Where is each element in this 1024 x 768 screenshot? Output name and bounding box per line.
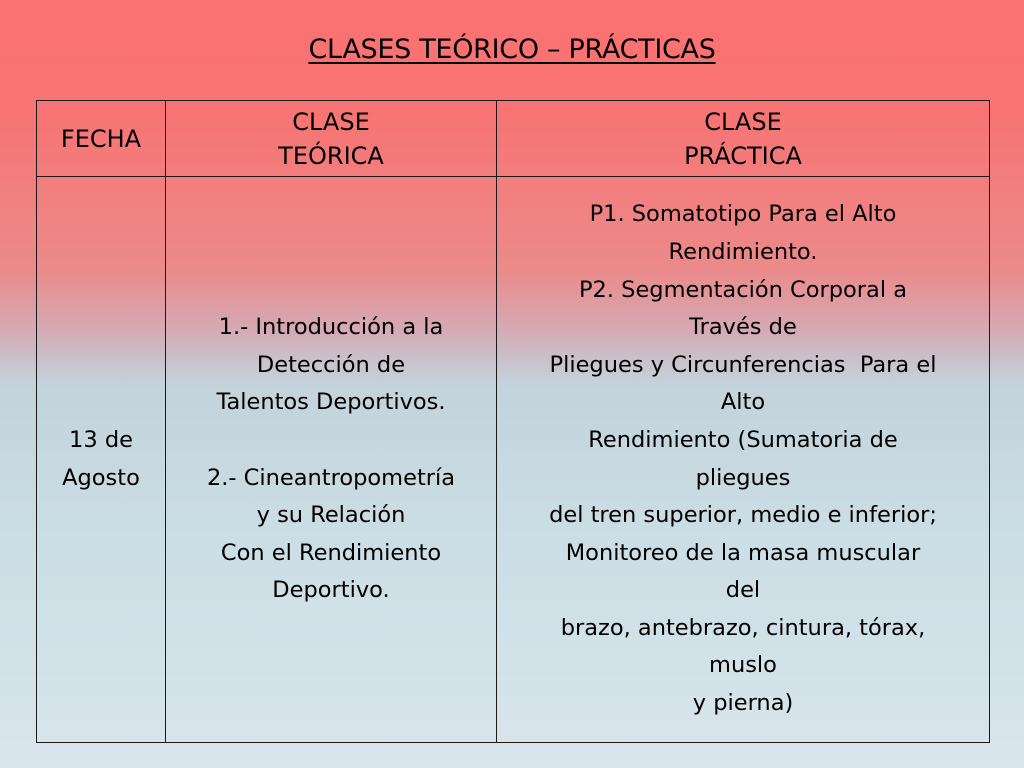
teorica-line: y su Relación xyxy=(256,502,406,529)
teorica-line: Talentos Deportivos. xyxy=(216,389,446,416)
teorica-line: Con el Rendimiento xyxy=(220,539,442,566)
teorica-line: Deportivo. xyxy=(272,577,390,604)
paragraph-gap xyxy=(168,422,494,460)
header-teorica-line-2: TEÓRICA xyxy=(278,141,384,170)
header-clase-practica xyxy=(497,101,990,177)
practica-line: muslo xyxy=(709,652,777,679)
table-row xyxy=(37,177,990,743)
teorica-line: Detección de xyxy=(256,351,406,378)
practica-line: P1. Somatotipo Para el Alto xyxy=(589,201,897,228)
cell-clase-teorica xyxy=(166,177,497,743)
practica-line: Monitoreo de la masa muscular xyxy=(565,539,921,566)
practica-line: del tren superior, medio e inferior; xyxy=(549,502,937,529)
header-practica-line-2: PRÁCTICA xyxy=(684,141,802,170)
practica-line: y pierna) xyxy=(692,690,794,717)
teorica-line: 1.- Introducción a la xyxy=(218,314,444,341)
header-clase-teorica xyxy=(166,101,497,177)
practica-line: brazo, antebrazo, cintura, tórax, xyxy=(560,614,926,641)
header-fecha-label: FECHA xyxy=(60,124,142,153)
teorica-line: 2.- Cineantropometría xyxy=(206,464,456,491)
practica-line: Pliegues y Circunferencias Para el xyxy=(549,351,937,378)
schedule-table xyxy=(36,100,990,743)
practica-line: Alto xyxy=(720,389,766,416)
cell-clase-practica xyxy=(497,177,990,743)
practica-line: Rendimiento (Sumatoria de xyxy=(588,426,898,453)
practica-line: Través de xyxy=(689,314,797,341)
practica-line: Rendimiento. xyxy=(668,238,818,265)
fecha-line: Agosto xyxy=(62,464,140,491)
header-fecha xyxy=(37,101,166,177)
header-practica-line-1: CLASE xyxy=(704,107,782,136)
cell-fecha xyxy=(37,177,166,743)
fecha-line: 13 de xyxy=(69,426,133,453)
header-row xyxy=(37,101,990,177)
slide-title: CLASES TEÓRICO – PRÁCTICAS xyxy=(308,34,716,65)
practica-line: P2. Segmentación Corporal a xyxy=(578,276,908,303)
practica-line: del xyxy=(725,577,761,604)
practica-line: pliegues xyxy=(695,464,791,491)
header-teorica-line-1: CLASE xyxy=(292,107,370,136)
